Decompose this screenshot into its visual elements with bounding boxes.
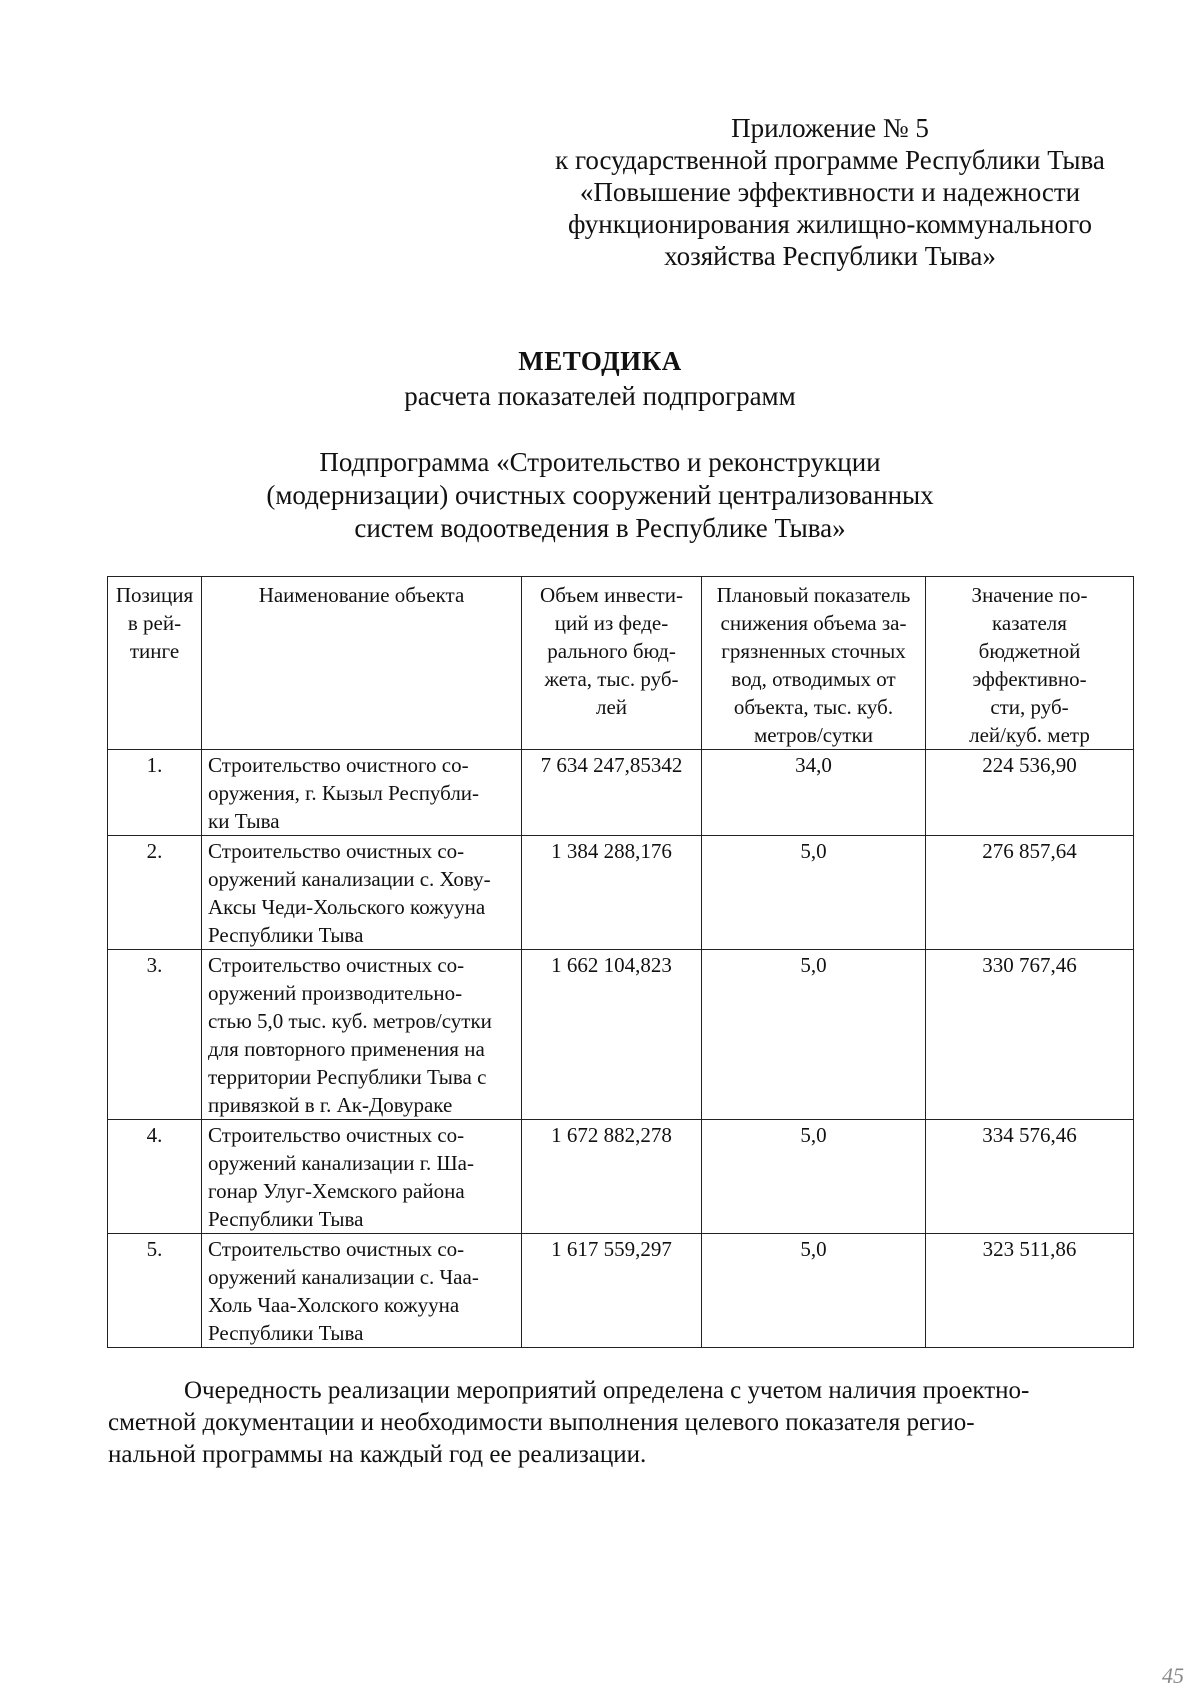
cell-position: 1. [108,750,202,836]
cell-investment: 1 617 559,297 [522,1234,702,1348]
subprogram-line: (модернизации) очистных сооружений централизованных [266,480,934,510]
cell-planned-indicator: 5,0 [702,1234,926,1348]
cell-object-name: Строительство очистных со- оружений производительно- стью 5,0 тыс. куб. метров/сутки для повторного применения на территории Республики Тыва с привязкой в г. Ак-Довураке [202,950,522,1120]
appendix-number: Приложение № 5 [731,113,929,143]
appendix-header [520,112,1140,272]
cell-object-name: Строительство очистных со- оружений канализации с. Чаа- Холь Чаа-Холского кожууна Республики Тыва [202,1234,522,1348]
cell-investment: 1 662 104,823 [522,950,702,1120]
cell-investment: 7 634 247,85342 [522,750,702,836]
table-row [108,836,1134,950]
appendix-line: «Повышение эффективности и надежности [579,177,1081,207]
cell-object-name: Строительство очистного со- оружения, г. Кызыл Республи- ки Тыва [202,750,522,836]
header-object-name: Наименование объекта [202,577,522,750]
subprogram-line: Подпрограмма «Строительство и реконструкции [319,447,881,477]
appendix-line: хозяйства Республики Тыва» [664,241,996,271]
cell-planned-indicator: 5,0 [702,836,926,950]
subprogram-title [0,446,1200,545]
cell-object-name: Строительство очистных со- оружений канализации с. Хову- Аксы Чеди-Хольского кожууна Республики Тыва [202,836,522,950]
note-line: сметной документации и необходимости выполнения целевого показателя регио- [108,1409,975,1436]
cell-position: 2. [108,836,202,950]
cell-planned-indicator: 5,0 [702,950,926,1120]
note-line: Очередность реализации мероприятий определена с учетом наличия проектно- [184,1377,1030,1404]
appendix-line: к государственной программе Республики Тыва [555,145,1105,175]
header-position: Позиция в рей- тинге [108,577,202,750]
table-header-row [108,577,1134,750]
cell-budget-efficiency: 224 536,90 [926,750,1134,836]
cell-planned-indicator: 34,0 [702,750,926,836]
cell-object-name: Строительство очистных со- оружений канализации г. Ша- гонар Улуг-Хемского района Республики Тыва [202,1120,522,1234]
header-investment: Объем инвести- ций из феде- рального бюд- жета, тыс. руб- лей [522,577,702,750]
table-row [108,1234,1134,1348]
cell-investment: 1 672 882,278 [522,1120,702,1234]
rating-table [107,576,1134,1348]
page-number: 45 [1162,1663,1184,1688]
cell-position: 4. [108,1120,202,1234]
method-subtitle: расчета показателей подпрограмм [404,381,796,411]
cell-budget-efficiency: 334 576,46 [926,1120,1134,1234]
cell-position: 3. [108,950,202,1120]
implementation-note [108,1375,1140,1471]
cell-budget-efficiency: 323 511,86 [926,1234,1134,1348]
header-budget-efficiency: Значение по- казателя бюджетной эффективно- сти, руб- лей/куб. метр [926,577,1134,750]
cell-budget-efficiency: 276 857,64 [926,836,1134,950]
method-title: МЕТОДИКА [518,346,682,376]
cell-planned-indicator: 5,0 [702,1120,926,1234]
appendix-line: функционирования жилищно-коммунального [567,209,1093,239]
header-planned-indicator: Плановый показатель снижения объема за- грязненных сточных вод, отводимых от объекта, тыс. куб. метров/сутки [702,577,926,750]
subprogram-line: систем водоотведения в Республике Тыва» [354,513,846,543]
table-row [108,750,1134,836]
cell-budget-efficiency: 330 767,46 [926,950,1134,1120]
note-line: нальной программы на каждый год ее реализации. [108,1441,647,1468]
cell-position: 5. [108,1234,202,1348]
table-row [108,1120,1134,1234]
cell-investment: 1 384 288,176 [522,836,702,950]
table-row [108,950,1134,1120]
